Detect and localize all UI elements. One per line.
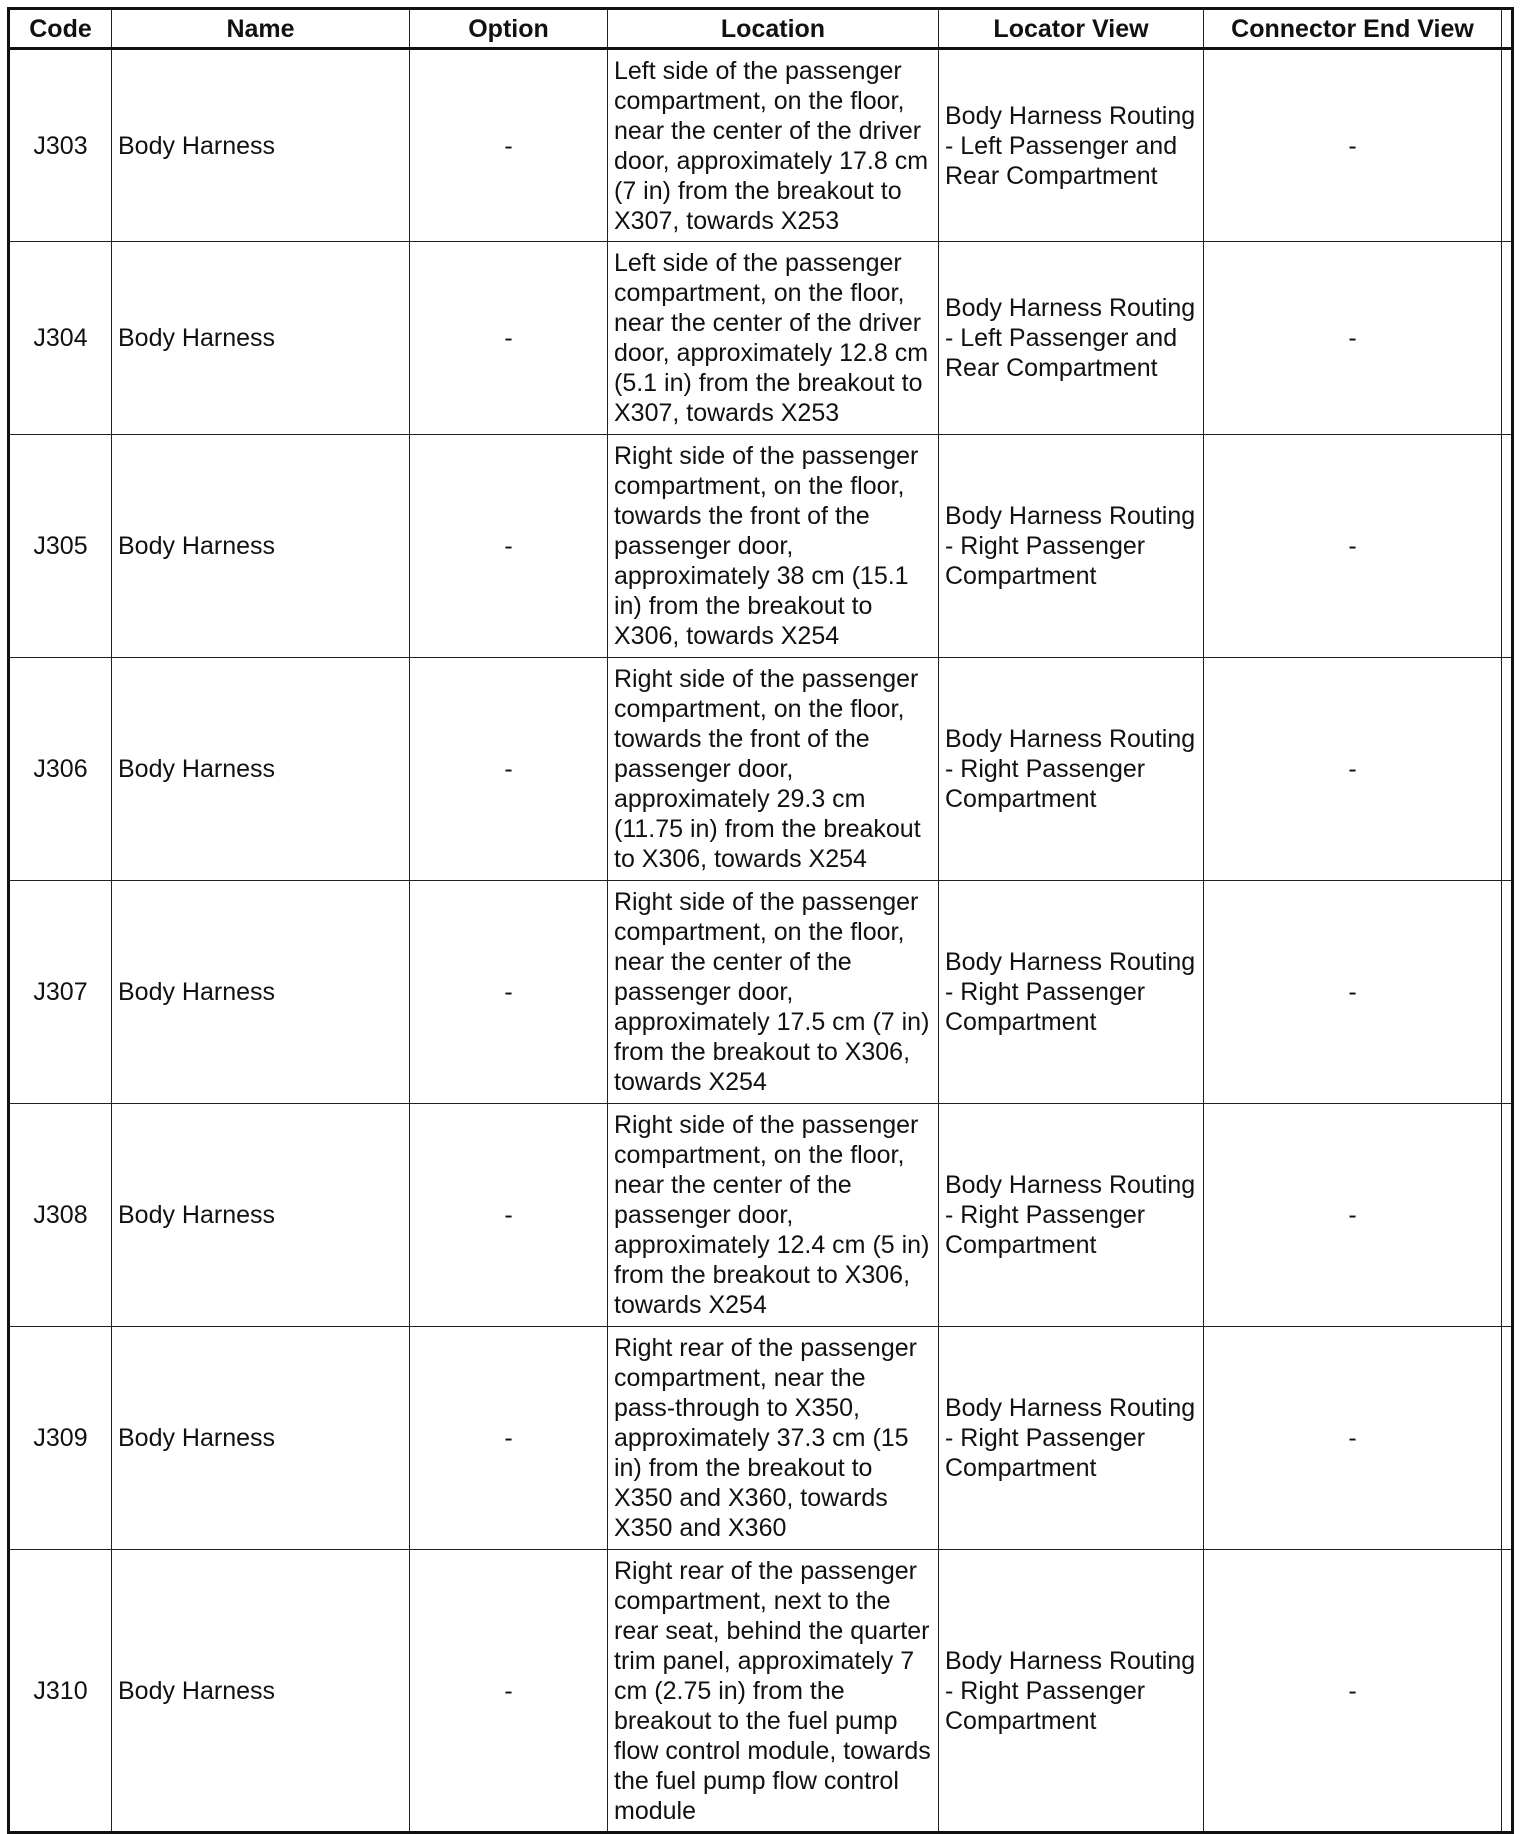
spacer-cell	[1502, 881, 1513, 1104]
cell-connector-end-view: -	[1204, 658, 1502, 881]
cell-locator-view: Body Harness Routing - Left Passenger and Rear Compartment	[939, 49, 1204, 242]
table-row	[9, 658, 1513, 881]
spacer-cell	[1502, 1104, 1513, 1327]
cell-code: J307	[9, 881, 112, 1104]
spacer-cell	[1502, 1327, 1513, 1550]
cell-locator-view: Body Harness Routing - Right Passenger Compartment	[939, 1327, 1204, 1550]
cell-code: J304	[9, 242, 112, 435]
cell-connector-end-view: -	[1204, 881, 1502, 1104]
cell-name: Body Harness	[112, 881, 410, 1104]
cell-name: Body Harness	[112, 1104, 410, 1327]
header-locator-view: Locator View	[939, 9, 1204, 49]
cell-location: Right side of the passenger compartment, on the floor, towards the front of the passenger door, approximately 38 cm (15.1 in) from the breakout to X306, towards X254	[608, 435, 939, 658]
cell-code: J309	[9, 1327, 112, 1550]
cell-code: J308	[9, 1104, 112, 1327]
cell-locator-view: Body Harness Routing - Right Passenger Compartment	[939, 658, 1204, 881]
cell-connector-end-view: -	[1204, 1104, 1502, 1327]
header-option: Option	[410, 9, 608, 49]
cell-name: Body Harness	[112, 1327, 410, 1550]
cell-location: Right side of the passenger compartment, on the floor, near the center of the passenger door, approximately 17.5 cm (7 in) from the breakout to X306, towards X254	[608, 881, 939, 1104]
cell-name: Body Harness	[112, 242, 410, 435]
splice-location-sheet	[7, 7, 1511, 1834]
cell-connector-end-view: -	[1204, 1327, 1502, 1550]
cell-connector-end-view: -	[1204, 49, 1502, 242]
cell-option: -	[410, 49, 608, 242]
cell-locator-view: Body Harness Routing - Right Passenger Compartment	[939, 881, 1204, 1104]
cell-locator-view: Body Harness Routing - Right Passenger Compartment	[939, 1550, 1204, 1833]
cell-option: -	[410, 1327, 608, 1550]
cell-code: J310	[9, 1550, 112, 1833]
cell-name: Body Harness	[112, 49, 410, 242]
table-row	[9, 1327, 1513, 1550]
cell-location: Right rear of the passenger compartment, next to the rear seat, behind the quarter trim panel, approximately 7 cm (2.75 in) from the breakout to the fuel pump flow control module, towards the fuel pump flow control module	[608, 1550, 939, 1833]
cell-name: Body Harness	[112, 1550, 410, 1833]
table-row	[9, 435, 1513, 658]
header-spacer-cell	[1502, 9, 1513, 49]
spacer-cell	[1502, 435, 1513, 658]
cell-connector-end-view: -	[1204, 242, 1502, 435]
cell-code: J305	[9, 435, 112, 658]
cell-name: Body Harness	[112, 435, 410, 658]
cell-code: J306	[9, 658, 112, 881]
table-row	[9, 242, 1513, 435]
table-row	[9, 1104, 1513, 1327]
spacer-cell	[1502, 658, 1513, 881]
table-row	[9, 49, 1513, 242]
header-connector-end-view: Connector End View	[1204, 9, 1502, 49]
header-row	[9, 9, 1513, 49]
cell-location: Right side of the passenger compartment, on the floor, towards the front of the passenger door, approximately 29.3 cm (11.75 in) from the breakout to X306, towards X254	[608, 658, 939, 881]
table-row	[9, 881, 1513, 1104]
cell-locator-view: Body Harness Routing - Right Passenger Compartment	[939, 435, 1204, 658]
cell-location: Left side of the passenger compartment, on the floor, near the center of the driver door, approximately 12.8 cm (5.1 in) from the breakout to X307, towards X253	[608, 242, 939, 435]
cell-option: -	[410, 242, 608, 435]
cell-option: -	[410, 435, 608, 658]
header-location: Location	[608, 9, 939, 49]
spacer-cell	[1502, 242, 1513, 435]
cell-code: J303	[9, 49, 112, 242]
cell-locator-view: Body Harness Routing - Right Passenger Compartment	[939, 1104, 1204, 1327]
header-code: Code	[9, 9, 112, 49]
splice-location-table	[7, 7, 1514, 1834]
spacer-cell	[1502, 49, 1513, 242]
table-row	[9, 1550, 1513, 1833]
cell-location: Right side of the passenger compartment, on the floor, near the center of the passenger door, approximately 12.4 cm (5 in) from the breakout to X306, towards X254	[608, 1104, 939, 1327]
cell-location: Right rear of the passenger compartment, near the pass-through to X350, approximately 37.3 cm (15 in) from the breakout to X350 and X360, towards X350 and X360	[608, 1327, 939, 1550]
cell-locator-view: Body Harness Routing - Left Passenger and Rear Compartment	[939, 242, 1204, 435]
cell-option: -	[410, 1104, 608, 1327]
cell-name: Body Harness	[112, 658, 410, 881]
cell-option: -	[410, 881, 608, 1104]
header-name: Name	[112, 9, 410, 49]
cell-option: -	[410, 658, 608, 881]
cell-connector-end-view: -	[1204, 1550, 1502, 1833]
cell-option: -	[410, 1550, 608, 1833]
cell-connector-end-view: -	[1204, 435, 1502, 658]
cell-location: Left side of the passenger compartment, on the floor, near the center of the driver door, approximately 17.8 cm (7 in) from the breakout to X307, towards X253	[608, 49, 939, 242]
spacer-cell	[1502, 1550, 1513, 1833]
